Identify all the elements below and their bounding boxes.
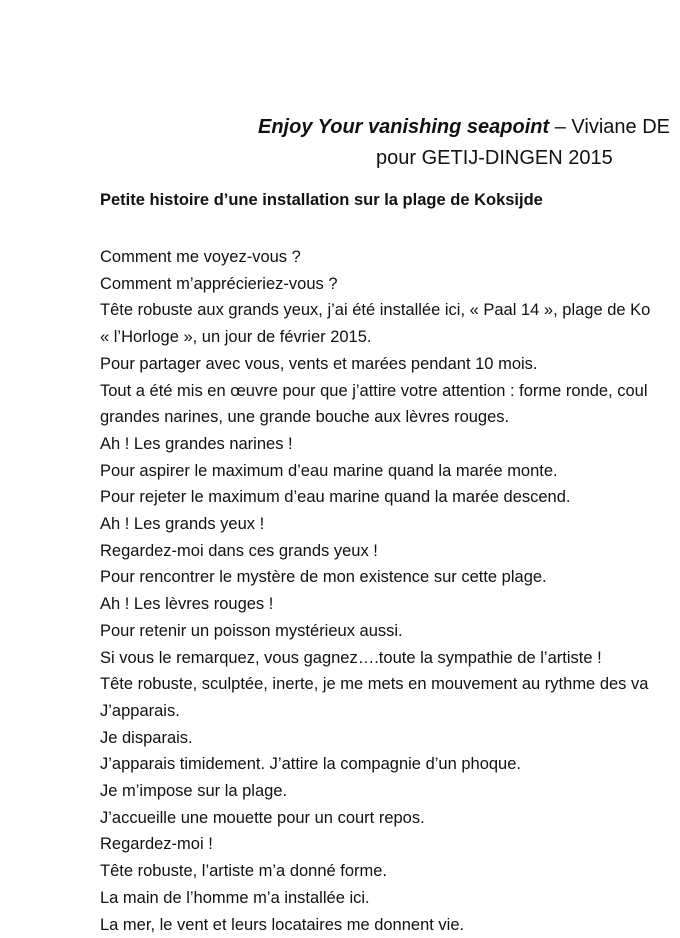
title-italic: Enjoy Your vanishing seapoint [258, 116, 550, 138]
text-line: Tête robuste aux grands yeux, j’ai été installée ici, « Paal 14 », plage de Ko [100, 301, 651, 320]
text-line: Regardez-moi dans ces grands yeux ! [100, 541, 378, 560]
text-line: Tête robuste, l’artiste m’a donné forme. [100, 862, 388, 881]
text-line: J’apparais timidement. J’attire la compagnie d’un phoque. [100, 755, 521, 774]
text-line: J’accueille une mouette pour un court repos. [100, 808, 425, 827]
document-title-line2: pour GETIJ-DINGEN 2015 [376, 147, 613, 169]
text-line: Pour aspirer le maximum d’eau marine quand la marée monte. [100, 461, 558, 480]
text-line: Pour rejeter le maximum d’eau marine quand la marée descend. [100, 488, 571, 507]
text-line: Comment me voyez-vous ? [100, 248, 301, 266]
text-line: Je disparais. [100, 728, 193, 747]
title-author: – Viviane DE [549, 116, 670, 138]
text-line: Ah ! Les lèvres rouges ! [100, 595, 274, 614]
text-line: Je m’impose sur la plage. [100, 782, 288, 801]
text-line: Ah ! Les grands yeux ! [100, 515, 265, 534]
text-line: La main de l’homme m’a installée ici. [100, 888, 370, 907]
text-line: Ah ! Les grandes narines ! [100, 434, 293, 453]
text-line: Pour rencontrer le mystère de mon existence sur cette plage. [100, 568, 547, 587]
document-title [258, 116, 670, 139]
text-line: J’apparais. [100, 701, 180, 720]
text-line: grandes narines, une grande bouche aux lèvres rouges. [100, 408, 510, 427]
text-line: Regardez-moi ! [100, 835, 213, 854]
text-line: Tout a été mis en œuvre pour que j’attire votre attention : forme ronde, coul [100, 381, 648, 400]
text-line: Comment m’apprécieriez-vous ? [100, 274, 338, 293]
text-line: La mer, le vent et leurs locataires me donnent vie. [100, 915, 465, 934]
text-line: Pour retenir un poisson mystérieux aussi. [100, 621, 403, 640]
text-line: Si vous le remarquez, vous gagnez….toute la sympathie de l’artiste ! [100, 648, 602, 667]
text-line: Pour partager avec vous, vents et marées pendant 10 mois. [100, 354, 538, 373]
body-text [100, 244, 650, 938]
text-line: « l’Horloge », un jour de février 2015. [100, 328, 372, 347]
document-subtitle: Petite histoire d’une installation sur la plage de Koksijde [100, 191, 543, 209]
text-line: Tête robuste, sculptée, inerte, je me mets en mouvement au rythme des va [100, 675, 649, 694]
